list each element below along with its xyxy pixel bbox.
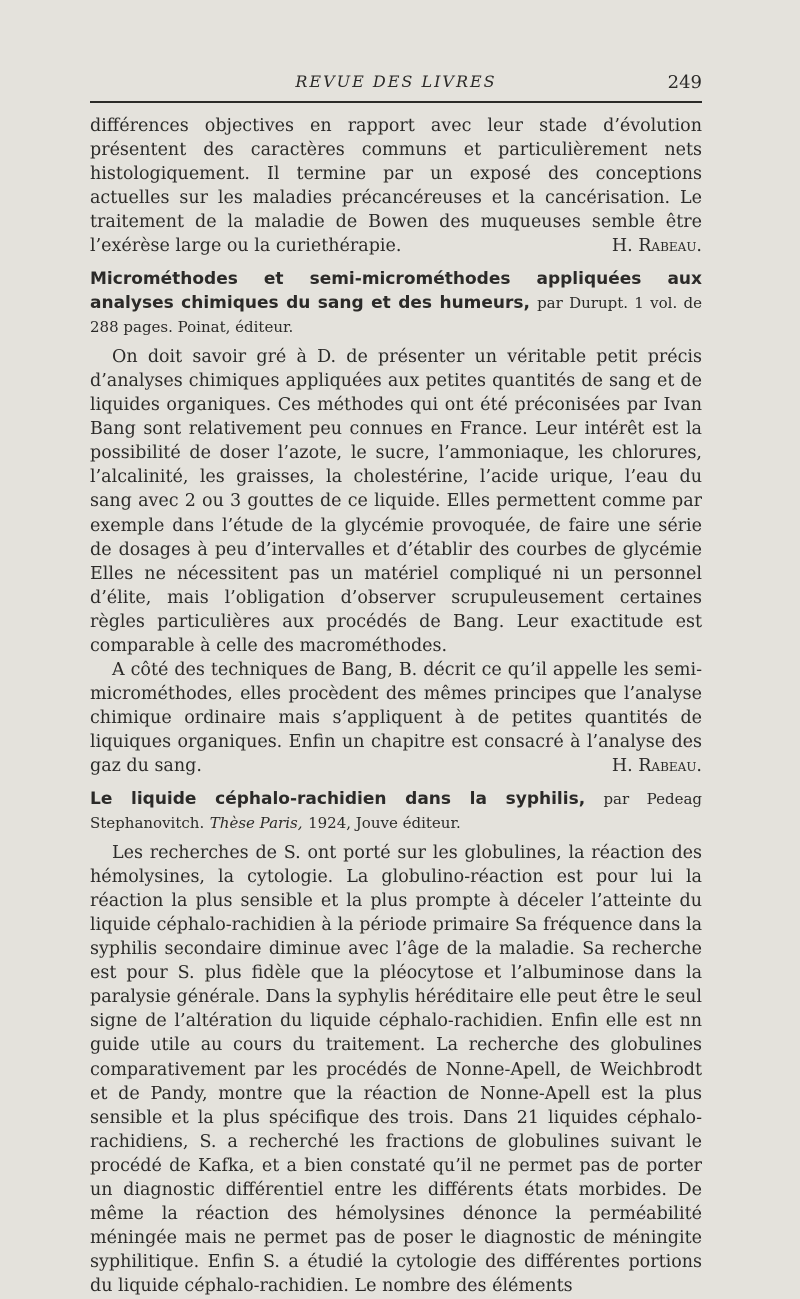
reviewer-signature: H. Rabeau.	[611, 756, 702, 777]
review-liquide-cephalo-rachidien	[90, 787, 702, 1299]
review-paragraph: A côté des techniques de Bang, B. décrit ce qu’il appelle les semi-microméthodes, elles procèdent des mêmes principes que l’analyse chimique ordinaire mais s’appliquent à de petites quantités de liquiques organiques. Enfin un chapitre est consacré à l’analyse des gaz du sang.	[90, 660, 702, 777]
book-thesis: Thèse Paris,	[209, 813, 303, 832]
book-author: par Pedeag Stephanovitch.	[90, 789, 702, 832]
review-bowen-continued	[90, 114, 702, 259]
reviewer-signature: H. Rabeau.	[611, 236, 702, 257]
page-number: 249	[667, 72, 702, 93]
header-rule	[90, 101, 702, 103]
review-heading	[90, 267, 702, 339]
book-meta: par Durupt. 1 vol. de 288 pages. Poinat, éditeur.	[90, 293, 702, 336]
book-meta: 1924, Jouve éditeur.	[308, 813, 461, 832]
page-body	[90, 114, 702, 1299]
running-title: REVUE DES LIVRES	[295, 72, 497, 91]
review-paragraph: Les recherches de S. ont porté sur les globulines, la réaction des hémolysines, la cytologie. La globulino-réaction est pour lui la réaction la plus sensible et la plus prompte à déceler l’atteinte du liquide céphalo-rachidien à la période primaire Sa fréquence dans la syphilis secondaire diminue avec l’âge de la maladie. Sa recherche est pour S. plus fidèle que la pléocytose et l’albuminose dans la paralysie générale. Dans la syphylis héréditaire elle peut être le seul signe de l’altération du liquide céphalo-rachidien. Enfin elle est nn guide utile au cours du traitement. La recherche des globulines comparativement par les procédés de Nonne-Apell, de Weichbrodt et de Pandy, montre que la réaction de Nonne-Apell est la plus sensible et la plus spécifique des trois. Dans 21 liquides céphalo-rachidiens, S. a recherché les fractions de globulines suivant le procédé de Kafka, et a bien constaté qu’il ne permet pas de porter un diagnostic différentiel entre les différents états morbides. De même la réaction des hémolysines dénonce la perméabilité méningée mais ne permet pas de poser le diagnostic de méningite syphilitique. Enfin S. a étudié la cytologie des différentes portions du liquide céphalo-rachidien. Le nombre des éléments	[90, 842, 702, 1297]
review-paragraph: différences objectives en rapport avec leur stade d’évolution présentent des caractères communs et particulièrement nets histologiquement. Il termine par un exposé des conceptions actuelles sur les maladies précancéreuses et la cancérisation. Le traitement de la maladie de Bowen des muqueuses semble être l’exérèse large ou la curiethérapie.	[90, 116, 702, 257]
review-heading	[90, 787, 702, 835]
page-header	[90, 70, 702, 100]
book-title: Microméthodes et semi-microméthodes appliquées aux analyses chimiques du sang et des humeurs,	[90, 268, 702, 313]
review-paragraph: On doit savoir gré à D. de présenter un véritable petit précis d’analyses chimiques appliquées aux petites quantités de sang et de liquides organiques. Ces méthodes qui ont été préconisées par Ivan Bang sont relativement peu connues en France. Leur intérêt est la possibilité de doser l’azote, le sucre, l’ammoniaque, les chlorures, l’alcalinité, les graisses, la cholestérine, l’acide urique, l’eau du sang avec 2 ou 3 gouttes de ce liquide. Elles permettent comme par exemple dans l’étude de la glycémie provoquée, de faire une série de dosages à peu d’intervalles et d’établir des courbes de glycémie Elles ne nécessitent pas un matériel compliqué ni un personnel d’élite, mais l’obligation d’observer scrupuleusement certaines règles particulières aux procédés de Bang. Leur exactitude est comparable à celle des macrométhodes.	[90, 346, 702, 656]
book-title: Le liquide céphalo-rachidien dans la syphilis,	[90, 788, 586, 809]
review-micromethodes	[90, 267, 702, 779]
